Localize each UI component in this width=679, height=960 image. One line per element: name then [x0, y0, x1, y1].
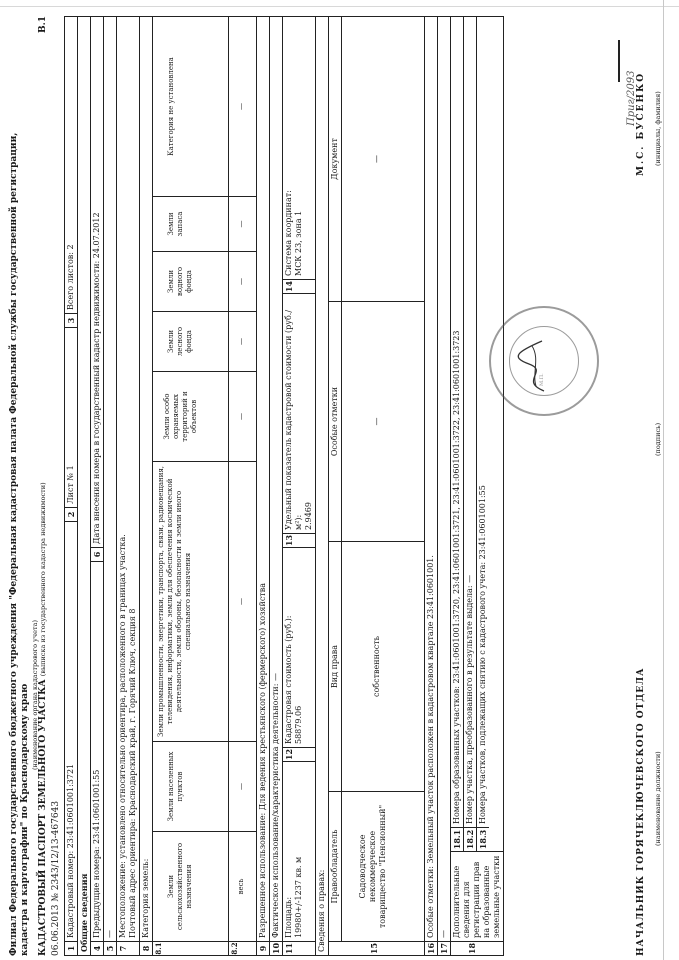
row-num: 14 — [283, 279, 315, 293]
passport-table — [64, 16, 504, 956]
area-cell: Площадь: 19980+/-1237 кв. м — [283, 761, 315, 941]
right-type-header: Вид права — [329, 542, 342, 791]
permitted-use: Разрешенное использование: Для ведения крестьянского (фермерского) хозяйства — [258, 583, 267, 938]
cat-value: — — [229, 461, 256, 741]
holder-name: Садоводческое некоммерческое товарищество "Пенсионный" — [358, 804, 387, 929]
cat-industry: Земли промышленности, энергетики, транспорта, связи, радиовещания, телевидения, информатики, земли для обеспечения космической деятельности, земли обороны, безопасности и земли иного специального назначения — [153, 461, 228, 741]
row-num: 9 — [257, 941, 269, 955]
holder-col — [329, 791, 424, 941]
position-title: НАЧАЛЬНИК ГОРЯЧЕКЛЮЧЕВСКОГО ОТДЕЛА — [636, 667, 646, 956]
row-17-value: — — [439, 930, 448, 938]
row-9 — [257, 17, 270, 955]
row-num: 17 — [439, 942, 449, 955]
row-num: 8 — [140, 941, 152, 955]
cat-agricultural: Земли сельскохозяйственного назначения — [153, 831, 228, 941]
cat-settlements: Земли населенных пунктов — [153, 741, 228, 831]
extra-info-label: Дополнительные сведения для регистрации прав на образованные земельные участки — [451, 851, 503, 941]
marks-value: — — [372, 417, 381, 426]
row-num: 8.2 — [229, 941, 256, 955]
row-7 — [117, 17, 140, 955]
document-value: — — [372, 155, 381, 163]
cat-undefined: Категория не установлена — [167, 57, 175, 156]
location-text: Местоположение: установлено относительно ориентира, расположенного в границах участка. — [118, 534, 127, 938]
row-num: 12 — [283, 747, 315, 761]
row-num: 18 — [451, 941, 503, 955]
row-num: 15 — [329, 941, 424, 955]
stamp-caption: М.П. — [539, 373, 545, 386]
document-title: КАДАСТРОВЫЙ ПАСПОРТ ЗЕМЕЛЬНОГО УЧАСТКА (выписка из государственного кадастра недвижимости) — [38, 482, 48, 956]
row-16 — [425, 17, 438, 955]
row-4-6 — [91, 17, 104, 955]
row-11-14 — [283, 17, 316, 955]
signature-caption: (подпись) — [654, 422, 662, 456]
org-caption: (наименование органа кадастрового учета) — [31, 619, 39, 770]
row-15 — [329, 17, 425, 955]
general-info-row — [78, 17, 91, 955]
specific-value-cell: Удельный показатель кадастровой стоимости (руб./м²): 2.9469 — [283, 293, 315, 533]
cat-value: — — [229, 741, 256, 831]
coord-system: МСК 23, зона 1 — [294, 210, 303, 276]
document-col — [329, 17, 424, 301]
cat-protected: Земли особо охраняемых территорий и объектов — [153, 371, 228, 461]
marks-col — [329, 301, 424, 541]
row-num: 2 — [65, 507, 77, 521]
row-18 — [451, 17, 503, 955]
date-number: 06.06.2013 № 2343/12/13-467643 — [51, 800, 61, 956]
cat-value: — — [229, 251, 256, 311]
total-sheets: Всего листов: 2 — [66, 244, 75, 310]
row-num: 11 — [283, 941, 315, 955]
land-category-label: Категория земель: — [141, 858, 150, 938]
previous-numbers: Предыдущие номера: 23:41:0601001:55 — [91, 561, 103, 941]
cat-forest: Земли лесного фонда — [153, 311, 228, 371]
cat-value: — — [229, 371, 256, 461]
sheet-code: В.1 — [38, 16, 48, 34]
row-num: 5 — [104, 941, 116, 955]
row-num: 1 — [65, 941, 77, 955]
row-1-3 — [65, 17, 78, 955]
location — [117, 17, 139, 941]
cadastral-number-cell: Кадастровый номер: 23:41:0601001:3721 — [65, 521, 77, 941]
org-name-line1: Филиал Федерального государственного бюджетного учреждения "Федеральная кадастровая палата Федеральной службы государственной регистрации, — [9, 132, 19, 956]
holder-header: Правообладатель — [329, 792, 342, 941]
cadastral-value: 58879.06 — [294, 705, 303, 744]
row-num: 8.1 — [153, 941, 228, 955]
extra-item: 18.1 Номера образованных участков: 23:41:0601001:3720, 23:41:0601001:3721, 23:41:0601001:3722, 23:41:0601001:3723 — [451, 17, 464, 851]
row-10 — [270, 17, 283, 955]
cat-water: Земли водного фонда — [153, 251, 228, 311]
row-8 — [140, 17, 153, 955]
transformed-plot: Номер участка, преобразованного в результате выдела: — — [465, 574, 474, 824]
row-num: 3 — [65, 313, 77, 327]
actual-use: Фактическое использование/характеристика деятельности: — — [271, 673, 280, 938]
row-8-2 — [229, 17, 257, 955]
general-info-header: Общие сведения — [79, 873, 89, 952]
formed-plots: Номера образованных участков: 23:41:0601001:3720, 23:41:0601001:3721, 23:41:0601001:3722, 23:41:0601001:3723 — [452, 330, 461, 824]
org-name-line2: кадастра и картографии" по Краснодарскому краю — [20, 683, 30, 956]
special-notes: Особые отметки: Земельный участок расположен в кадастровом квартале 23:41:0601001. — [426, 555, 435, 938]
cat-value: — — [237, 103, 245, 110]
name-caption: (инициалы, фамилия) — [654, 91, 662, 166]
right-type: собственность — [372, 636, 381, 697]
specific-value: 2.9469 — [304, 502, 313, 530]
cat-value: весь — [229, 831, 256, 941]
postal-address: Почтовый адрес ориентира: Краснодарский край, г. Горячий Ключ, секция 8 — [128, 608, 137, 938]
removed-plots: Номера участков, подлежащих снятию с кадастрового учета: 23:41:0601001:55 — [478, 485, 487, 824]
row-17 — [438, 17, 451, 955]
row-5 — [104, 17, 117, 955]
right-type-col — [329, 541, 424, 791]
signature — [514, 336, 554, 396]
extra-info-list — [451, 17, 503, 851]
sheet-number: Лист № 1 — [65, 327, 77, 507]
rotated-page — [4, 4, 676, 956]
cat-value: — — [229, 311, 256, 371]
document-header: Документ — [329, 17, 342, 301]
coord-system-cell: Система координат: МСК 23, зона 1 — [283, 17, 315, 279]
registration-date: Дата внесения номера в государственный кадастр недвижимости: 24.07.2012 — [92, 212, 101, 544]
extra-item: 18.2 Номер участка, преобразованного в результате выдела: — — [464, 17, 477, 851]
row-num: 13 — [283, 533, 315, 547]
marks-header: Особые отметки — [329, 302, 342, 541]
row-5-value: — — [105, 930, 114, 938]
rights-title-row — [316, 17, 329, 955]
row-num: 16 — [426, 942, 436, 955]
row-8-1 — [153, 17, 229, 955]
extra-item: 18.3 Номера участков, подлежащих снятию с кадастрового учета: 23:41:0601001:55 — [477, 17, 489, 851]
official-name: М.С. БУСЕНКО — [636, 71, 646, 176]
cadastral-value-cell: Кадастровая стоимость (руб.): 58879.06 — [283, 547, 315, 747]
row-num: 10 — [271, 942, 281, 955]
position-caption: (наименование должности) — [654, 751, 662, 846]
cat-value: — — [229, 196, 256, 251]
row-num: 6 — [91, 547, 103, 561]
document-subtitle: (выписка из государственного кадастра недвижимости) — [39, 482, 47, 677]
handwritten-note: Приг/2093 — [626, 70, 637, 126]
row-num: 4 — [91, 941, 103, 955]
row-num: 7 — [117, 941, 139, 955]
area-value: 19980+/-1237 кв. м — [294, 856, 303, 938]
cat-reserve: Земли запаса — [153, 196, 228, 251]
rights-title: Сведения о правах: — [317, 869, 326, 952]
title-row — [38, 16, 51, 956]
cadastral-number: 23:41:0601001:3721 — [66, 763, 75, 849]
